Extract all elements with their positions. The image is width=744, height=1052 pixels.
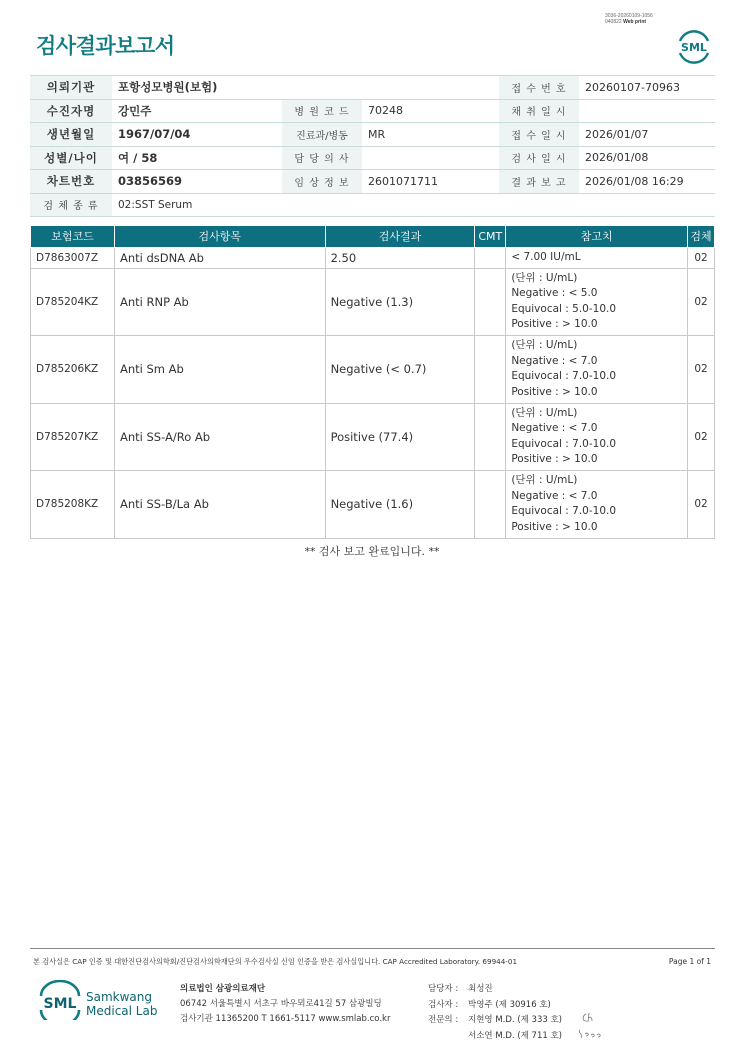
reference-line: (단위 : U/mL): [511, 474, 578, 487]
receipt-date-value: 2026/01/07: [579, 123, 715, 147]
table-row: [31, 268, 715, 336]
sex-age-label: 성별/나이: [30, 146, 112, 170]
doctor-value: [362, 146, 499, 170]
receipt-no-value: 20260107-70963: [579, 76, 715, 100]
staff-row: [428, 982, 562, 998]
patient-name-value: 강민주: [112, 99, 282, 123]
col-header-item: 검사항목: [114, 226, 325, 247]
insurance-code: D7863007Z: [31, 247, 115, 268]
organization-name: 의료법인 삼광의료재단: [180, 984, 266, 994]
sml-logo-icon: [674, 24, 714, 64]
staff-row: [428, 998, 562, 1014]
table-row: [31, 471, 715, 539]
patient-name-label: 수진자명: [30, 99, 112, 123]
info-row: [30, 146, 715, 170]
info-row: [30, 123, 715, 147]
page-number: Page 1 of 1: [668, 957, 711, 966]
specimen-label: 검 체 종 류: [30, 193, 112, 217]
hospital-code-value: 70248: [362, 99, 499, 123]
staff-row: [428, 1013, 562, 1029]
chart-no-value: 03856569: [112, 170, 282, 194]
test-date-value: 2026/01/08: [579, 146, 715, 170]
web-print-label: Web print: [623, 19, 647, 25]
test-result: Negative (1.6): [325, 471, 475, 539]
document-code: [605, 13, 653, 25]
receipt-date-label: 접 수 일 시: [499, 123, 579, 147]
reference-line: (단위 : U/mL): [511, 406, 578, 419]
reference-line: Equivocal : 7.0-10.0: [511, 370, 617, 383]
reference-line: Equivocal : 7.0-10.0: [511, 437, 617, 450]
test-result: Negative (1.3): [325, 268, 475, 336]
reference-line: (단위 : U/mL): [511, 271, 578, 284]
reference-line: Positive : > 10.0: [511, 453, 598, 466]
test-item: Anti dsDNA Ab: [114, 247, 325, 268]
reference-line: Negative : < 7.0: [511, 354, 598, 367]
test-date-label: 검 사 일 시: [499, 146, 579, 170]
report-date-value: 2026/01/08 16:29: [579, 170, 715, 194]
reference-range: [506, 247, 688, 268]
document-code-line2: 040822: [605, 19, 622, 25]
sex-age-value: 여 / 58: [112, 146, 282, 170]
hospital-code-label: 병 원 코 드: [282, 99, 362, 123]
table-row: [31, 403, 715, 471]
reference-range: [506, 471, 688, 539]
specimen-code: 02: [688, 336, 715, 404]
staff-name: 최성진: [468, 984, 493, 994]
results-header-row: [31, 226, 715, 247]
report-title: 검사결과보고서: [36, 34, 175, 58]
specimen-code: 02: [688, 403, 715, 471]
report-date-label: 결 과 보 고: [499, 170, 579, 194]
staff-name: 서소연 M.D. (제 711 호): [468, 1030, 563, 1041]
col-header-result: 검사결과: [325, 226, 475, 247]
test-result: Negative (< 0.7): [325, 336, 475, 404]
brand-name: [86, 990, 157, 1018]
staff-row: [428, 1029, 562, 1045]
completion-note: ** 검사 보고 완료입니다. **: [304, 545, 440, 558]
test-cmt: [475, 268, 506, 336]
dept-value: MR: [362, 123, 499, 147]
collect-date-label: 채 취 일 시: [499, 99, 579, 123]
footer-divider: [30, 948, 715, 949]
reference-line: Negative : < 7.0: [511, 422, 598, 435]
col-header-spec: 검체: [688, 226, 715, 247]
info-row: [30, 193, 715, 217]
test-cmt: [475, 336, 506, 404]
institution-value: 포항성모병원(보험): [112, 76, 499, 100]
reference-line: Equivocal : 7.0-10.0: [511, 505, 617, 518]
staff-name: 박영주 (제 30916 호): [468, 999, 551, 1010]
reference-range: [506, 403, 688, 471]
specimen-value: 02:SST Serum: [112, 193, 715, 217]
brand-line1: Samkwang: [86, 990, 152, 1004]
document-code-line1: 3036-20260109-1056: [605, 13, 653, 19]
doctor-label: 담 당 의 사: [282, 146, 362, 170]
specimen-code: 02: [688, 268, 715, 336]
test-item: Anti SS-A/Ro Ab: [114, 403, 325, 471]
specimen-code: 02: [688, 247, 715, 268]
staff-role: 전문의 :: [428, 1015, 459, 1025]
staff-list: [428, 982, 562, 1044]
staff-role: 담당자 :: [428, 984, 459, 994]
table-row: [31, 247, 715, 268]
signature-icon: [576, 1010, 610, 1040]
collect-date-value: [579, 99, 715, 123]
test-cmt: [475, 403, 506, 471]
certification-note: 본 검사실은 CAP 인증 및 대한진단검사의학회/진단검사의학재단의 우수검사실 신임 인증을 받은 검사실입니다. CAP Accredited Laboratory. 69944-01: [33, 957, 518, 966]
insurance-code: D785206KZ: [31, 336, 115, 404]
reference-line: Positive : > 10.0: [511, 520, 598, 533]
reference-range: [506, 336, 688, 404]
receipt-no-label: 접 수 번 호: [499, 76, 579, 100]
chart-no-label: 차트번호: [30, 170, 112, 194]
patient-info-table: [30, 75, 715, 217]
sml-logo-icon: [36, 980, 84, 1020]
test-item: Anti SS-B/La Ab: [114, 471, 325, 539]
institution-label: 의뢰기관: [30, 76, 112, 100]
reference-line: Positive : > 10.0: [511, 385, 598, 398]
table-row: [31, 336, 715, 404]
col-header-ref: 참고치: [506, 226, 688, 247]
reference-line: Negative : < 5.0: [511, 287, 598, 300]
info-row: [30, 99, 715, 123]
organization-info: [180, 982, 390, 1027]
test-cmt: [475, 471, 506, 539]
staff-name: 지현영 M.D. (제 333 호): [468, 1015, 563, 1025]
staff-role: 검사자 :: [428, 999, 459, 1010]
dob-label: 생년월일: [30, 123, 112, 147]
sml-logo-text: SML: [43, 996, 77, 1012]
brand-line2: Medical Lab: [86, 1004, 158, 1018]
info-row: [30, 76, 715, 100]
clinical-info-value: 2601071711: [362, 170, 499, 194]
test-item: Anti Sm Ab: [114, 336, 325, 404]
staff-role: [428, 1029, 468, 1045]
specimen-code: 02: [688, 471, 715, 539]
insurance-code: D785208KZ: [31, 471, 115, 539]
reference-line: (단위 : U/mL): [511, 339, 578, 352]
organization-contact: 검사기관 11365200 T 1661-5117 www.smlab.co.kr: [180, 1014, 391, 1024]
dob-value: 1967/07/04: [112, 123, 282, 147]
organization-address: 06742 서울특별시 서초구 바우뫼로41길 57 삼광빌딩: [180, 999, 382, 1009]
sml-logo-text: SML: [681, 41, 707, 54]
test-result: Positive (77.4): [325, 403, 475, 471]
results-table: [30, 226, 715, 539]
reference-line: Equivocal : 5.0-10.0: [511, 302, 617, 315]
reference-line: < 7.00 IU/mL: [511, 250, 581, 263]
test-result: 2.50: [325, 247, 475, 268]
reference-line: Positive : > 10.0: [511, 318, 598, 331]
insurance-code: D785204KZ: [31, 268, 115, 336]
reference-range: [506, 268, 688, 336]
reference-line: Negative : < 7.0: [511, 489, 598, 502]
dept-label: 진료과/병동: [282, 123, 362, 147]
col-header-code: 보험코드: [31, 226, 115, 247]
info-row: [30, 170, 715, 194]
col-header-cmt: CMT: [475, 226, 506, 247]
insurance-code: D785207KZ: [31, 403, 115, 471]
test-item: Anti RNP Ab: [114, 268, 325, 336]
test-cmt: [475, 247, 506, 268]
clinical-info-label: 임 상 정 보: [282, 170, 362, 194]
